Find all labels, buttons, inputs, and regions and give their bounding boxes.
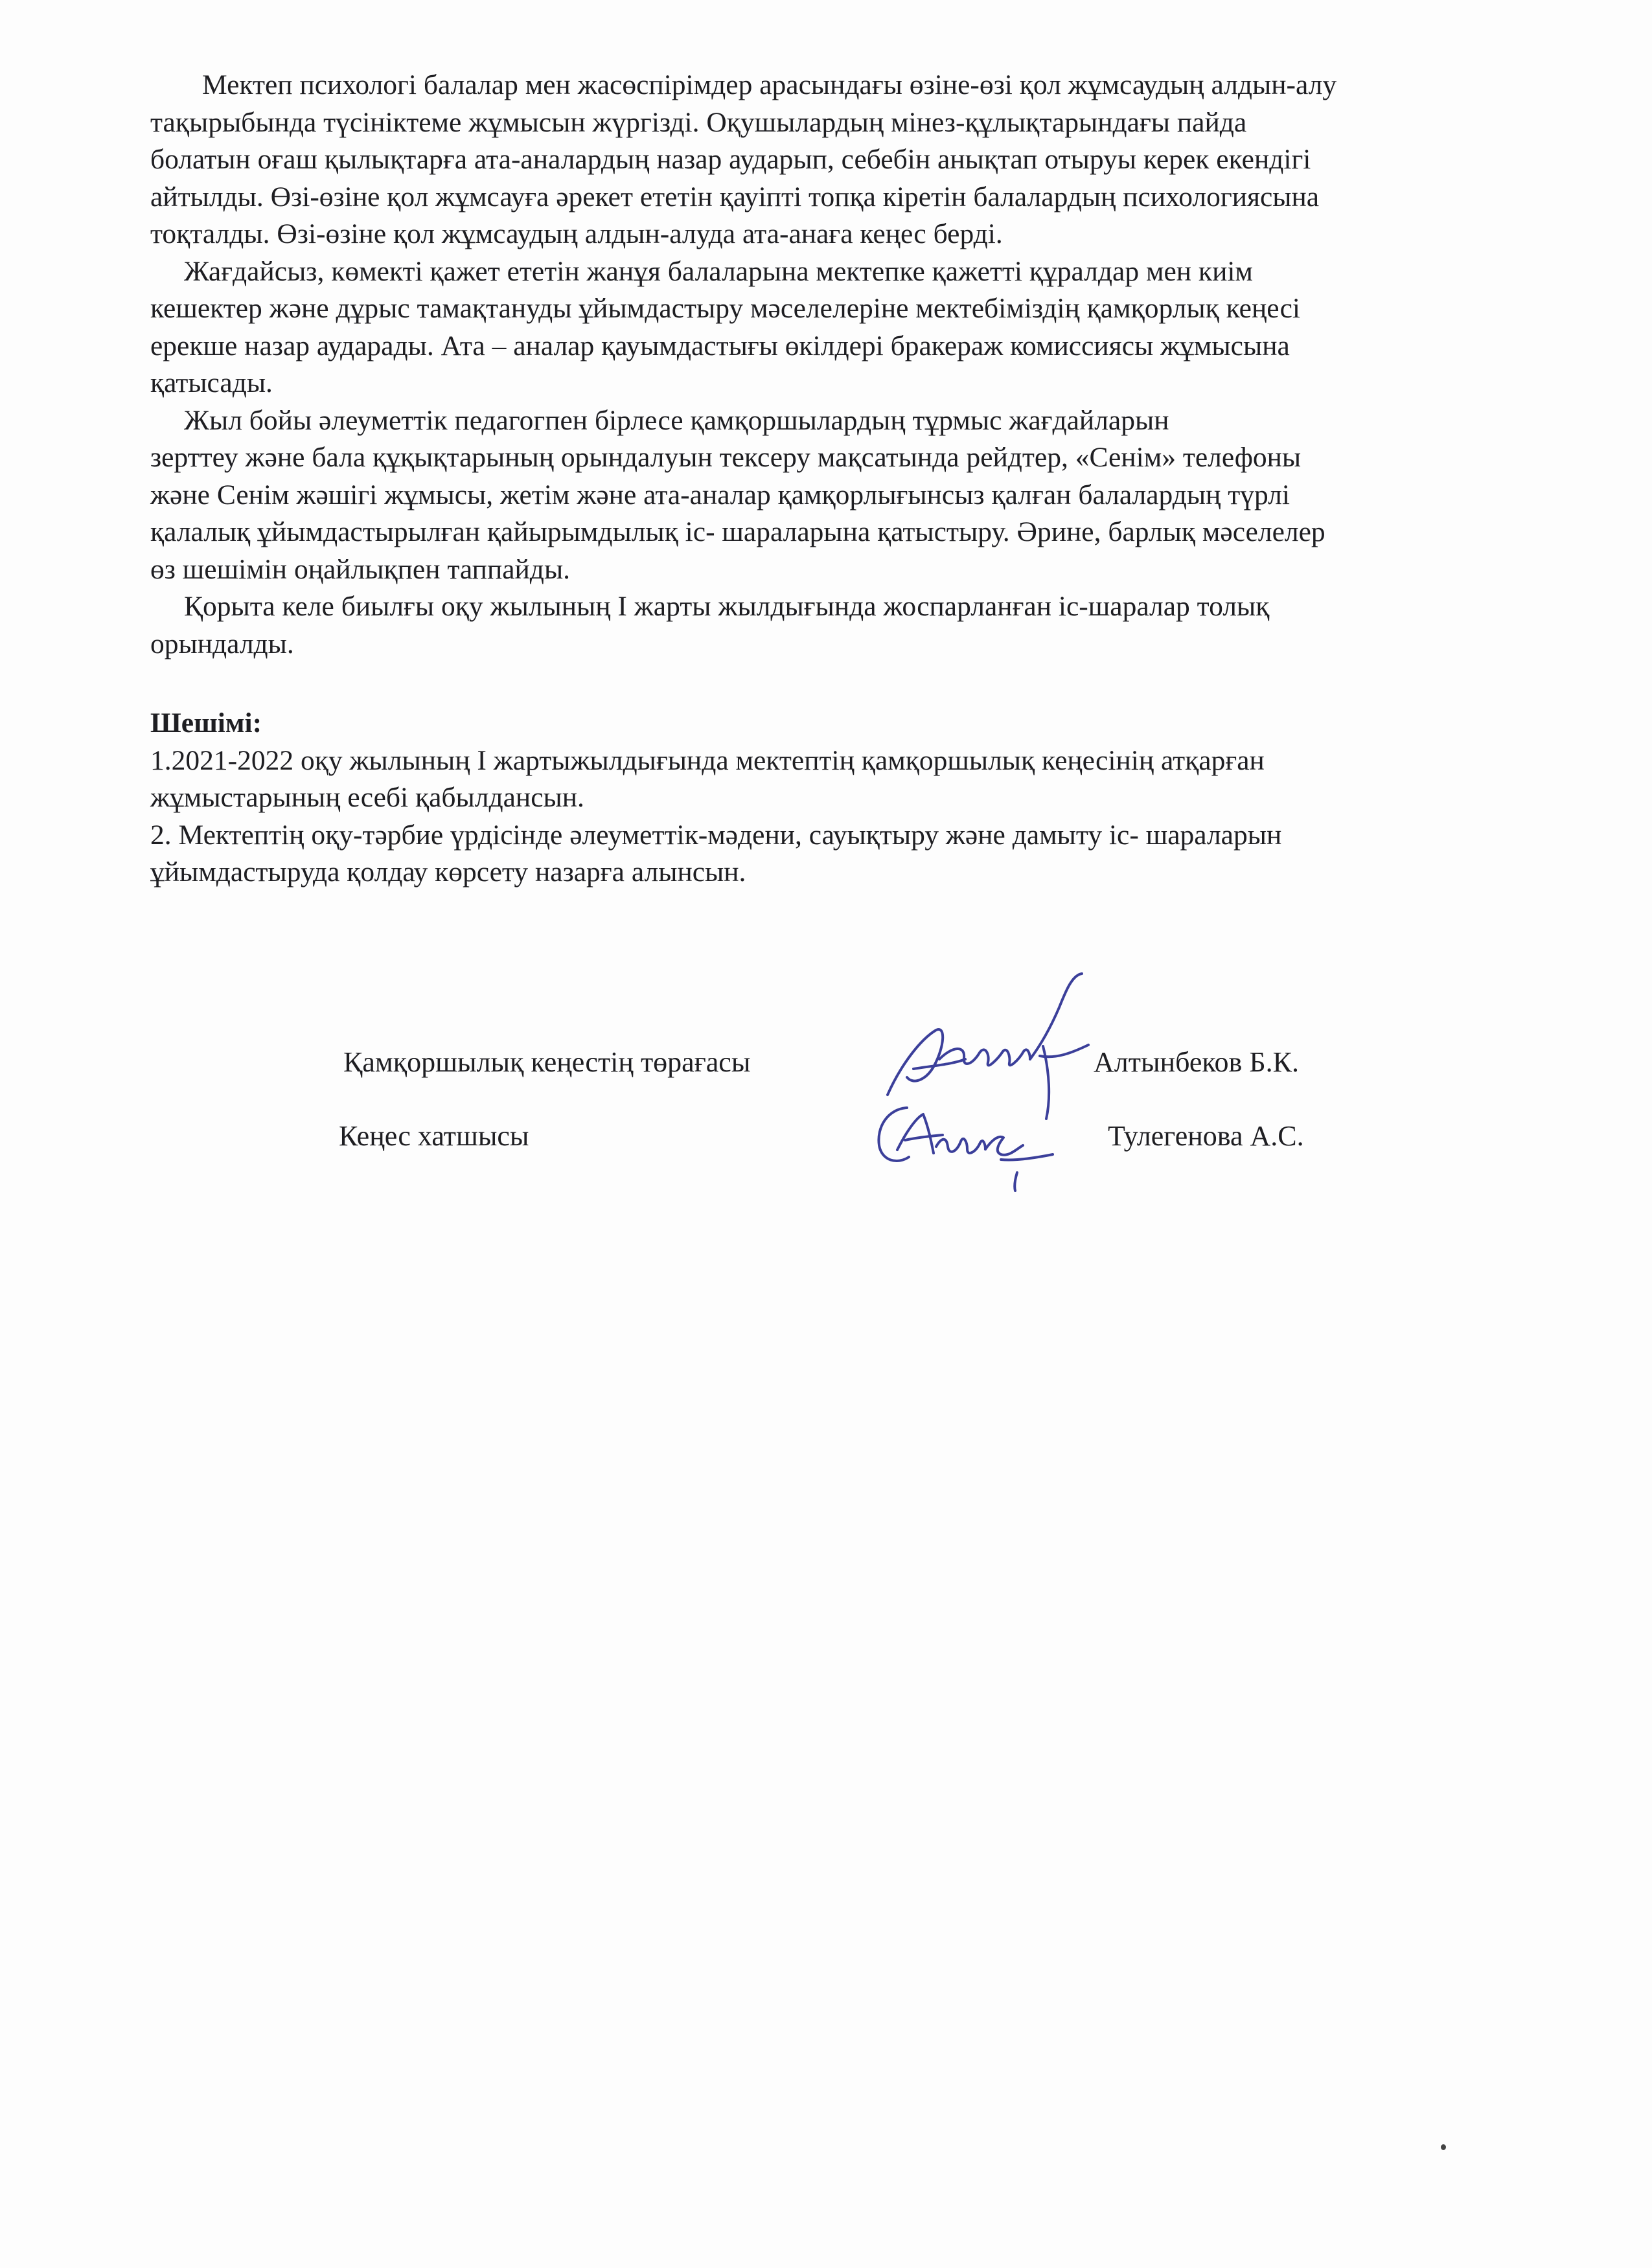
p1-line-4: айтылды. Өзі-өзіне қол жұмсауға әрекет ететін қауіпті топқа кіретін балалардың психологиясына	[150, 181, 1320, 212]
p3-line-1: Жыл бойы әлеуметтік педагогпен бірлесе қамқоршылардың тұрмыс жағдайларын	[184, 404, 1169, 436]
p3-line-4: қалалық ұйымдастырылған қайырымдылық іс- шараларына қатыстыру. Әрине, барлық мәселелер	[150, 516, 1325, 547]
chair-title: Қамқоршылық кеңестің төрағасы	[343, 1046, 751, 1078]
p1-line-3: болатын оғаш қылықтарға ата-аналардың назар аударып, себебін анықтап отыруы керек екендігі	[150, 144, 1311, 175]
p3-line-5: өз шешімін оңайлықпен таппайды.	[150, 553, 571, 585]
decision-item-2-line-2: ұйымдастыруда қолдау көрсету назарға алынсын.	[150, 856, 746, 888]
p4-line-2: орындалды.	[150, 628, 294, 659]
p3-line-3: және Сенім жәшігі жұмысы, жетім және ата-аналар қамқорлығынсыз қалған балалардың түрлі	[150, 479, 1290, 510]
chair-name: Алтынбеков Б.К.	[1094, 1046, 1299, 1078]
p1-line-5: тоқталды. Өзі-өзіне қол жұмсаудың алдын-алуда ата-анаға кеңес берді.	[150, 218, 1003, 249]
secretary-name: Тулегенова А.С.	[1108, 1120, 1304, 1152]
p1-line-1: Мектеп психологі балалар мен жасөспірімдер арасындағы өзіне-өзі қол жұмсаудың алдын-алу	[202, 69, 1337, 100]
decision-section	[150, 705, 1524, 891]
p2-line-1: Жағдайсыз, көмекті қажет ететін жанұя балаларына мектепке қажетті құралдар мен киім	[184, 255, 1253, 287]
secretary-title: Кеңес хатшысы	[339, 1120, 529, 1152]
p1-line-2: тақырыбында түсініктеме жұмысын жүргізді. Оқушылардың мінез-құлықтарындағы пайда	[150, 106, 1247, 138]
p2-line-3: ерекше назар аударады. Ата – аналар қауымдастығы өкілдері бракераж комиссиясы жұмысына	[150, 330, 1290, 361]
p2-line-2: кешектер және дұрыс тамақтануды ұйымдастыру мәселелеріне мектебіміздің қамқорлық кеңесі	[150, 293, 1301, 324]
decision-item-1-line-1: 1.2021-2022 оқу жылының I жартыжылдығында мектептің қамқоршылық кеңесінің атқарған	[150, 744, 1265, 776]
decision-item-1-line-2: жұмыстарының есебі қабылдансын.	[150, 782, 584, 813]
p4-line-1: Қорыта келе биылғы оқу жылының I жарты жылдығында жоспарланған іс-шаралар толық	[184, 591, 1270, 622]
scan-dot	[1441, 2144, 1446, 2150]
p3-line-2: зерттеу және бала құқықтарының орындалуын тексеру мақсатында рейдтер, «Сенім» телефоны	[150, 442, 1302, 473]
decision-item-2-line-1: 2. Мектептің оқу-тәрбие үрдісінде әлеуметтік-мәдени, сауықтыру және дамыту іс- шараларын	[150, 819, 1282, 851]
p2-line-4: қатысады.	[150, 367, 273, 398]
secretary-signature-icon	[871, 1095, 1059, 1192]
document-body	[150, 67, 1524, 663]
decision-title: Шешімі:	[150, 707, 262, 739]
